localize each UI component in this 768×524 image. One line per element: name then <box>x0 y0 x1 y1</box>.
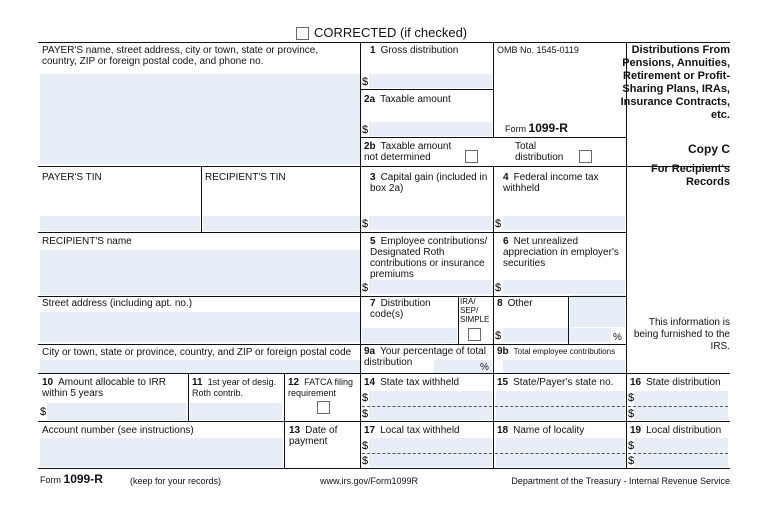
rule-box1-bottom <box>360 89 493 90</box>
city-label: City or town, state or province, country, and ZIP or foreign postal code <box>42 347 352 358</box>
dash-box15 <box>495 406 625 407</box>
box6-field[interactable] <box>503 280 625 294</box>
box16-dollar-1: $ <box>628 392 635 404</box>
dash-box18 <box>495 453 625 454</box>
box5-field[interactable] <box>369 280 492 294</box>
copy-subtitle: For Recipient's Records <box>650 163 730 188</box>
box7-ira-checkbox[interactable] <box>468 328 481 341</box>
box6-label: 6 Net unrealized appreciation in employer's securities <box>503 236 619 269</box>
payer-tin-field[interactable] <box>40 216 200 231</box>
rule-col-tin <box>201 166 202 233</box>
street-field[interactable] <box>40 312 360 342</box>
street-label: Street address (including apt. no.) <box>42 298 193 309</box>
box7-ira-label: IRA/ SEP/ SIMPLE <box>460 297 490 324</box>
box19-dollar-2: $ <box>628 455 635 467</box>
box17-dollar-1: $ <box>362 440 369 452</box>
box11-field[interactable] <box>190 403 282 420</box>
recipient-name-field[interactable] <box>40 250 360 295</box>
box9b-label: 9b Total employee contributions <box>497 346 616 357</box>
box2a-dollar: $ <box>362 124 369 136</box>
account-label: Account number (see instructions) <box>42 425 194 436</box>
rule-row-city-top <box>38 344 626 345</box>
box8-label: 8 Other <box>497 298 533 309</box>
box3-dollar: $ <box>362 218 369 230</box>
box16-dollar-2: $ <box>628 408 635 420</box>
box7-field[interactable] <box>362 328 457 343</box>
payer-name-label: PAYER'S name, street address, city or town, state or province, country, ZIP or foreign postal code, and phone no. <box>42 45 319 67</box>
box1-label: 1 Gross distribution <box>370 45 459 56</box>
recipient-tin-label: RECIPIENT'S TIN <box>205 172 286 183</box>
box14-dollar-2: $ <box>362 408 369 420</box>
box2b-taxable-checkbox[interactable] <box>465 150 478 163</box>
box8-percent: % <box>613 332 622 343</box>
rule-row-recipient-top <box>38 232 626 233</box>
box2a-field[interactable] <box>369 122 492 136</box>
box18-label: 18 Name of locality <box>497 425 585 436</box>
box13-label: 13 Date of payment <box>289 425 338 447</box>
box5-dollar: $ <box>362 282 369 294</box>
box19-dollar-1: $ <box>628 440 635 452</box>
box8-field[interactable] <box>503 328 611 342</box>
rule-col-box8 <box>568 296 569 344</box>
dash-box16 <box>628 406 728 407</box>
box9a-label: 9a Your percentage of total distribution <box>364 346 486 368</box>
city-field[interactable] <box>40 360 360 373</box>
rule-row-street-top <box>38 296 626 297</box>
box10-dollar: $ <box>40 406 47 418</box>
box2b-total-checkbox[interactable] <box>579 150 592 163</box>
rule-col-box7 <box>458 296 459 344</box>
box4-label: 4 Federal income tax withheld <box>503 172 599 194</box>
box15-label: 15 State/Payer's state no. <box>497 377 614 388</box>
rule-col-box12 <box>284 373 285 469</box>
box1-field[interactable] <box>369 74 492 88</box>
omb-number: OMB No. 1545-0119 <box>497 45 579 55</box>
box19-label: 19 Local distribution <box>630 425 722 436</box>
box11-label: 11 1st year of desig. Roth contrib. <box>192 377 277 398</box>
recipient-name-label: RECIPIENT'S name <box>42 236 132 247</box>
box3-label: 3 Capital gain (included in box 2a) <box>370 172 488 194</box>
footer-form-label: Form 1099-R <box>40 472 103 486</box>
irs-note: This information is being furnished to the IRS. <box>633 317 730 352</box>
box14-label: 14 State tax withheld <box>364 377 460 388</box>
corrected-label: CORRECTED (if checked) <box>314 25 468 40</box>
dash-box14 <box>362 406 492 407</box>
box2a-label: 2a Taxable amount <box>364 94 451 105</box>
fatca-checkbox[interactable] <box>317 401 330 414</box>
payer-name-field[interactable] <box>40 74 360 164</box>
dash-box17 <box>362 453 492 454</box>
box2b-total-label: Total distribution <box>515 141 564 163</box>
form-title: Distributions From Pensions, Annuities, Retirement or Profit-Sharing Plans, IRAs, Insurance Contracts, etc. <box>620 44 730 121</box>
box2b-label: 2b Taxable amount not determined <box>364 141 452 163</box>
box17-dollar-2: $ <box>362 455 369 467</box>
box1-dollar: $ <box>362 76 369 88</box>
corrected-checkbox[interactable] <box>296 27 309 40</box>
footer-keep-note: (keep for your records) <box>130 476 222 486</box>
box8-dollar: $ <box>495 330 502 342</box>
rule-col-360 <box>360 42 361 469</box>
box16-label: 16 State distribution <box>630 377 721 388</box>
box12-label: 12 FATCA filing requirement <box>288 377 353 398</box>
box9a-percent: % <box>480 362 489 373</box>
box10-label: 10 Amount allocable to IRR within 5 years <box>42 377 166 399</box>
box7-label: 7 Distribution code(s) <box>370 298 431 320</box>
box6-dollar: $ <box>495 282 502 294</box>
box4-field[interactable] <box>503 216 625 230</box>
form-number-label: Form 1099-R <box>505 121 568 135</box>
rule-col-omb <box>493 42 494 138</box>
dash-box19 <box>628 453 728 454</box>
payer-tin-label: PAYER'S TIN <box>42 172 102 183</box>
copy-title: Copy C <box>688 142 730 156</box>
recipient-tin-field[interactable] <box>203 216 360 231</box>
box3-field[interactable] <box>369 216 492 230</box>
box10-field[interactable] <box>47 403 187 420</box>
box9b-field[interactable] <box>503 360 625 373</box>
box14-dollar-1: $ <box>362 392 369 404</box>
footer-url: www.irs.gov/Form1099R <box>320 476 419 486</box>
box5-label: 5 Employee contributions/ Designated Roth contributions or insurance premiums <box>370 236 488 280</box>
box17-label: 17 Local tax withheld <box>364 425 460 436</box>
account-field[interactable] <box>40 438 283 467</box>
footer-department: Department of the Treasury - Internal Revenue Service <box>511 476 730 486</box>
box4-dollar: $ <box>495 218 502 230</box>
box8-extra-field[interactable] <box>570 295 625 327</box>
rule-col-box11 <box>188 373 189 421</box>
